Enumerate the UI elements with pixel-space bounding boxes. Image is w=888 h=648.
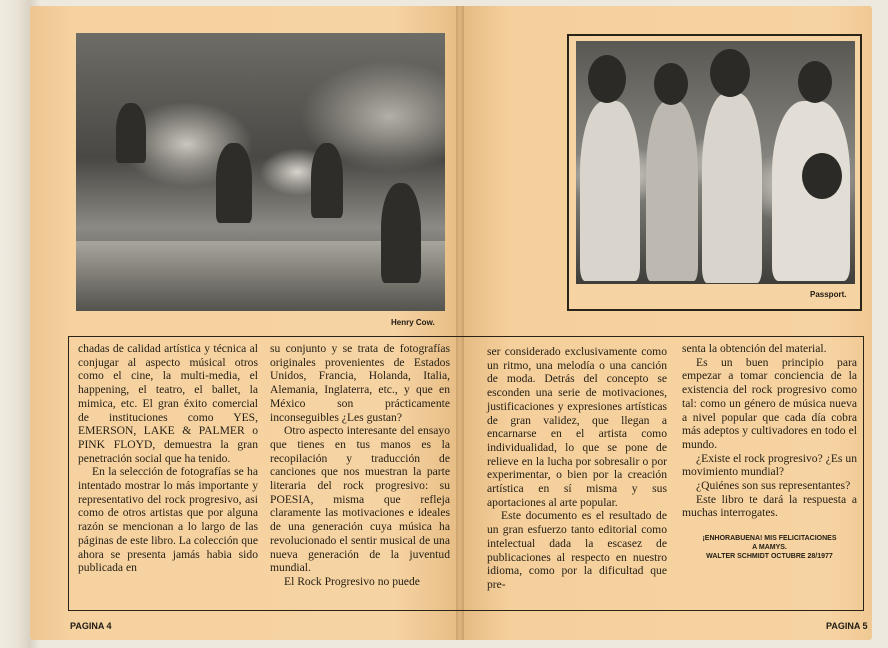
congratulations-note	[682, 534, 857, 561]
henry-cow-photo	[76, 33, 445, 311]
congrats-line: A MAMYS.	[752, 544, 787, 552]
musician-figure	[216, 143, 252, 223]
band-member-figure	[702, 93, 762, 283]
band-member-head	[654, 63, 688, 105]
paragraph: Otro aspecto interesante del ensayo que tienes en tus manos es la recopilación y traducción de canciones que nos muestran la parte literaria del rock progresivo: su POESIA, misma que refleja claramente las motivaciones e ideales de una generación cuya música ha revolucionado el sentir musical de una nueva generación de la juventud mundial.	[270, 424, 450, 575]
band-member-head	[798, 61, 832, 103]
congrats-line: ¡ENHORABUENA! MIS FELICITACIONES	[702, 535, 837, 543]
paragraph: ¿Existe el rock progresivo? ¿Es un movimiento mundial?	[682, 451, 857, 479]
paragraph: Este documento es el resultado de un gran esfuerzo tanto editorial como intelectual dada la escasez de publicaciones al respecto en nuestro idioma, como por la dificultad que pre-	[487, 509, 667, 591]
henry-cow-caption: Henry Cow.	[391, 318, 435, 327]
text-column-2	[270, 342, 450, 589]
signature-line: WALTER SCHMIDT OCTUBRE 28/1977	[706, 553, 833, 561]
musician-figure	[311, 143, 343, 218]
paragraph: ser considerado exclusivamente como un ritmo, una melodía o una canción de moda. Detrás del concepto se esconden una serie de motivaciones, justificaciones y expresiones artísticas de gran validez, que llegan a encarnarse en el artista como individualidad, lo que se pone de relieve en la lucha por sobresalir o por experimentar, o bien por la creación artística en sí misma y sus aportaciones al arte popular.	[487, 345, 667, 509]
musician-figure	[116, 103, 146, 163]
passport-photo	[576, 41, 855, 284]
text-column-3	[487, 345, 667, 592]
page-number-left: PAGINA 4	[70, 621, 112, 631]
band-member-figure	[580, 101, 640, 281]
musician-figure	[381, 183, 421, 283]
band-member-figure	[646, 101, 698, 281]
paragraph: senta la obtención del material.	[682, 342, 827, 355]
paragraph: chadas de calidad artística y técnica al conjugar al aspecto músical otros como el cine, la multi-media, el happening, el teatro, el ballet, la mimica, etc. El gran éxito comercial de instituciones como YES, EMERSON, LAKE & PALMER o PINK FLOYD, demuestra la gran penetración social que ha tenido.	[78, 342, 258, 465]
passport-caption: Passport.	[810, 290, 847, 299]
text-column-1	[78, 342, 258, 575]
paragraph: Es un buen principio para empezar a tomar conciencia de la existencia del rock progresivo como tal: como un género de música nueva a nivel popular que cada día cobra más adeptos y cultivadores en todo el mundo.	[682, 355, 857, 451]
paragraph: Este libro te dará la respuesta a muchas interrogates.	[682, 492, 857, 520]
paragraph: su conjunto y se trata de fotografías originales provenientes de Estados Unidos, Francia, Holanda, Italia, Alemania, Inglaterra, etc., y que en México son prácticamente inconseguibles ¿Les gustan?	[270, 342, 450, 424]
band-member-head	[802, 153, 842, 199]
band-member-head	[588, 55, 626, 103]
paragraph: En la selección de fotografías se ha intentado mostrar lo más importante y representativo del rock progresivo, asi como de otros artistas que por alguna razón se mencionan a lo largo de las páginas de este libro. La colección que ahora se presenta jamás habia sido publicada en	[78, 465, 258, 575]
paragraph: El Rock Progresivo no puede	[284, 574, 420, 588]
band-member-head	[710, 49, 750, 97]
text-column-4	[682, 342, 857, 561]
page-number-right: PAGINA 5	[826, 621, 868, 631]
paragraph: ¿Quiénes son sus representantes?	[696, 479, 851, 493]
